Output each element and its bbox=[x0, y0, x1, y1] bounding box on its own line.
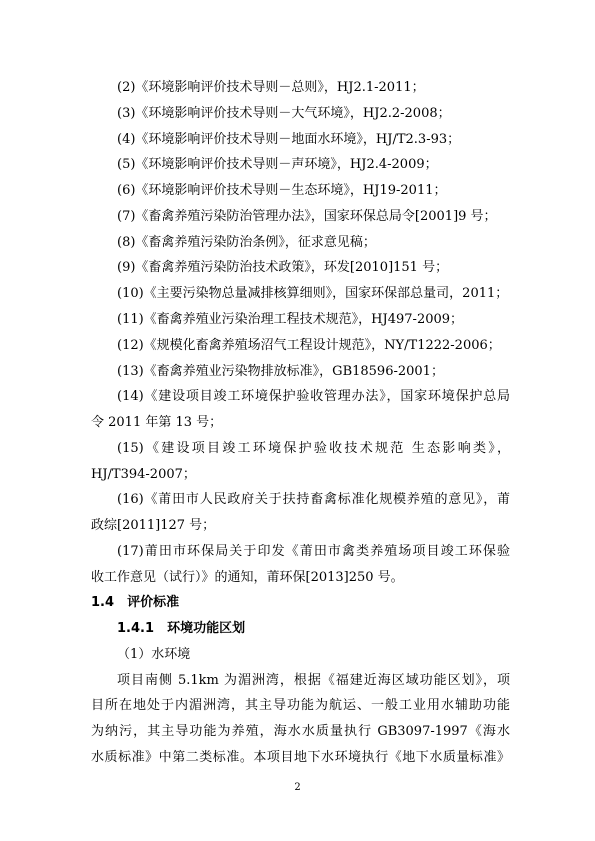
subsection-heading bbox=[117, 621, 245, 637]
page-number: 2 bbox=[294, 782, 301, 793]
reference-item: (7)《畜禽养殖污染防治管理办法》，国家环保总局令[2001]9 号； bbox=[117, 209, 497, 224]
reference-item: (11)《畜禽养殖业污染治理工程技术规范》，HJ497-2009； bbox=[117, 312, 464, 327]
reference-item: (16)《莆田市人民政府关于扶持畜禽标准化规模养殖的意见》，莆 bbox=[117, 492, 510, 507]
reference-item: (14)《建设项目竣工环境保护验收管理办法》，国家环境保护总局 bbox=[117, 389, 510, 404]
reference-item-continuation: 令 2011 年第 13 号； bbox=[91, 415, 223, 430]
body-line: 目所在地处于内湄洲湾，其主导功能为航运、一般工业用水辅助功能 bbox=[91, 698, 510, 713]
reference-item: (6)《环境影响评价技术导则－生态环境》，HJ19-2011； bbox=[117, 183, 447, 198]
reference-item: (2)《环境影响评价技术导则－总则》，HJ2.1-2011； bbox=[117, 80, 425, 95]
reference-item-continuation: HJ/T394-2007； bbox=[91, 467, 196, 482]
item-label: （1）水环境 bbox=[117, 647, 191, 662]
body-line: 水质标准》中第二类标准。本项目地下水环境执行《地下水质量标准》 bbox=[91, 750, 510, 765]
subsection-number: 1.4.1 bbox=[117, 621, 155, 636]
reference-item: (3)《环境影响评价技术导则－大气环境》，HJ2.2-2008； bbox=[117, 106, 451, 121]
section-heading bbox=[91, 595, 179, 611]
reference-item: (15)《建设项目竣工环境保护验收技术规范 生态影响类》， bbox=[117, 441, 510, 456]
body-line: 项目南侧 5.1km 为湄洲湾，根据《福建近海区域功能区划》，项 bbox=[117, 673, 510, 688]
section-title: 评价标准 bbox=[127, 595, 180, 610]
section-number: 1.4 bbox=[91, 595, 115, 610]
reference-item: (9)《畜禽养殖污染防治技术政策》，环发[2010]151 号； bbox=[117, 260, 449, 275]
reference-item-continuation: 收工作意见（试行）》的通知，莆环保[2013]250 号。 bbox=[91, 570, 404, 585]
reference-item: (17)莆田市环保局关于印发《莆田市禽类养殖场项目竣工环保验 bbox=[117, 544, 510, 559]
reference-item: (12)《规模化畜禽养殖场沼气工程设计规范》，NY/T1222-2006； bbox=[117, 338, 501, 353]
subsection-title: 环境功能区划 bbox=[167, 621, 246, 636]
reference-item: (8)《畜禽养殖污染防治条例》，征求意见稿； bbox=[117, 235, 376, 250]
reference-item: (13)《畜禽养殖业污染物排放标准》，GB18596-2001； bbox=[117, 364, 444, 379]
body-line: 为纳污，其主导功能为养殖，海水水质量执行 GB3097-1997《海水 bbox=[91, 724, 510, 739]
reference-item: (5)《环境影响评价技术导则－声环境》，HJ2.4-2009； bbox=[117, 157, 438, 172]
reference-item: (10)《主要污染物总量减排核算细则》，国家环保部总量司，2011； bbox=[117, 286, 509, 301]
reference-item-continuation: 政综[2011]127 号； bbox=[91, 518, 216, 533]
reference-item: (4)《环境影响评价技术导则－地面水环境》，HJ/T2.3-93； bbox=[117, 132, 461, 147]
